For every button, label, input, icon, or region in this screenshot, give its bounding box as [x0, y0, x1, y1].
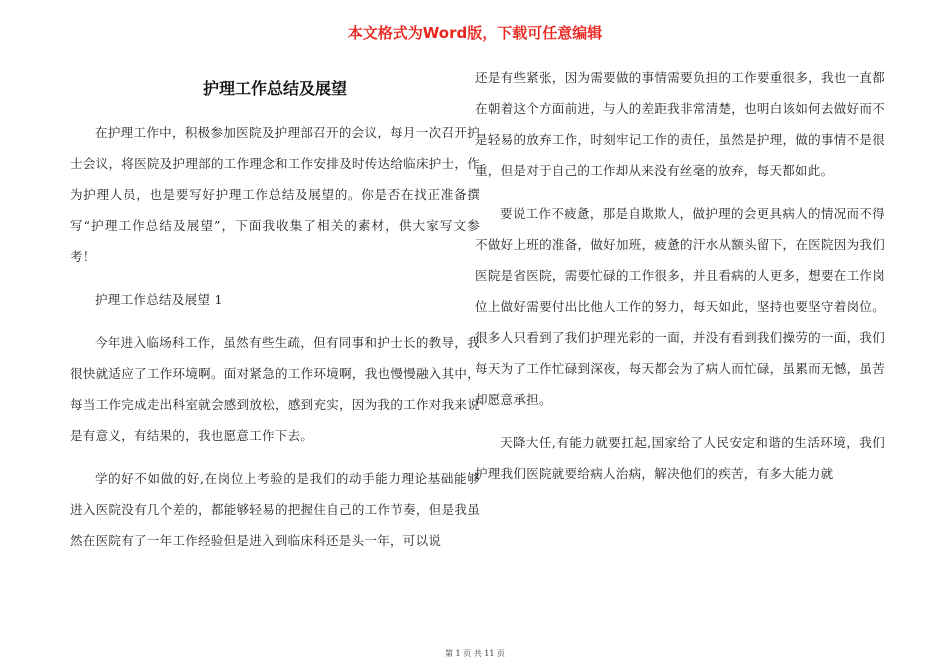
- body-paragraph: 今年进入临场科工作，虽然有些生疏，但有同事和护士长的教导，我很快就适应了工作环境啊。面对紧急的工作环境啊，我也慢慢融入其中，每当工作完成走出科室就会感到放松，感到充实，因为我的工作对我来说是有意义，有结果的，我也愿意工作下去。: [70, 335, 480, 443]
- body-paragraph: 学的好不如做的好,在岗位上考验的是我们的动手能力理论基础能够进入医院没有几个差的，都能够轻易的把握住自己的工作节奏，但是我虽然在医院有了一年工作经验但是进入到临床科还是头一年，可以说: [70, 471, 480, 548]
- intro-paragraph: 在护理工作中，积极参加医院及护理部召开的会议，每月一次召开护士会议，将医院及护理部的工作理念和工作安排及时传达给临床护士，作为护理人员，也是要写好护理工作总结及展望的。你是否在找正准备撰写“护理工作总结及展望”，下面我收集了相关的素材，供大家写文参考！: [70, 125, 480, 264]
- section-heading: 护理工作总结及展望 1: [95, 292, 223, 307]
- continued-paragraph: 还是有些紧张，因为需要做的事情需要负担的工作要重很多，我也一直都在朝着这个方面前进，与人的差距我非常清楚，也明白该如何去做好而不是轻易的放弃工作，时刻牢记工作的责任，虽然是护理，做的事情不是很重，但是对于自己的工作却从来没有丝毫的放弃，每天都如此。: [475, 70, 885, 178]
- document-title: 护理工作总结及展望: [202, 79, 347, 98]
- page-number-footer: 第 1 页 共 11 页: [445, 649, 505, 658]
- body-paragraph: 要说工作不疲惫，那是自欺欺人，做护理的会更具病人的情况而不得不做好上班的准备，做好加班，疲惫的汗水从额头留下，在医院因为我们医院是省医院，需要忙碌的工作很多，并且看病的人更多，想要在工作岗位上做好需要付出比他人工作的努力，每天如此，坚持也要坚守着岗位。很多人只看到了我们护理光彩的一面，并没有看到我们操劳的一面，我们每天为了工作忙碌到深夜，每天都会为了病人而忙碌，虽累而无憾，虽苦却愿意承担。: [475, 206, 885, 407]
- left-column: [70, 62, 480, 568]
- body-paragraph: 天降大任,有能力就要扛起,国家给了人民安定和谐的生活环境，我们护理我们医院就要给病人治病，解决他们的疾苦，有多大能力就: [475, 435, 885, 481]
- word-format-banner: 本文格式为Word版，下载可任意编辑: [347, 24, 603, 42]
- right-column: [475, 62, 885, 501]
